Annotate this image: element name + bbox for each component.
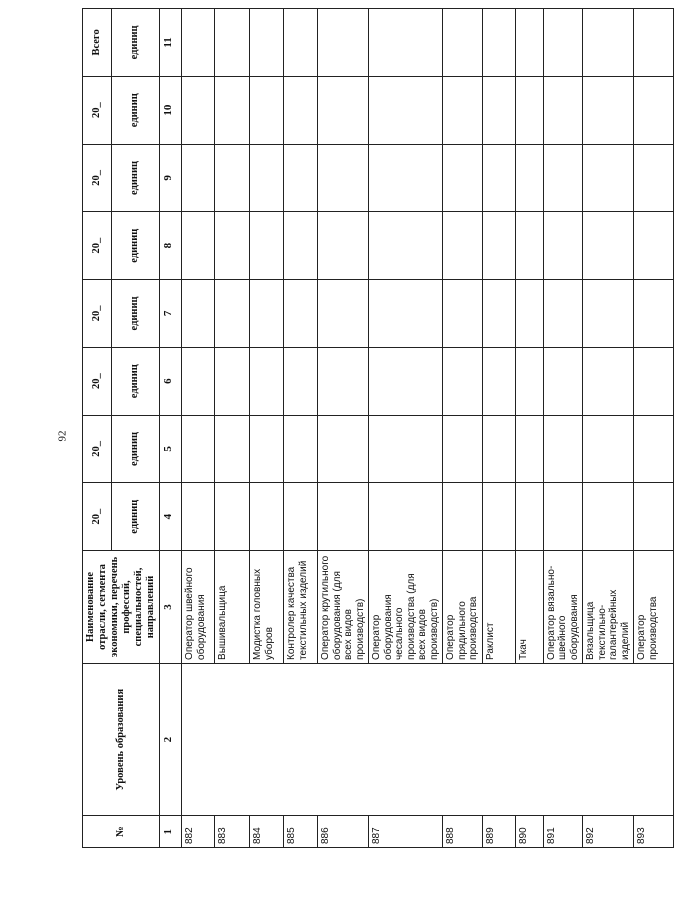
profession-name: Оператор крутильного оборудования (для всех видов производств) bbox=[318, 551, 369, 664]
profession-name: Оператор швейного оборудования bbox=[182, 551, 215, 664]
value-cell bbox=[250, 280, 284, 348]
value-cell bbox=[182, 280, 215, 348]
value-cell bbox=[443, 280, 483, 348]
value-cell bbox=[250, 144, 284, 212]
value-cell bbox=[369, 212, 443, 280]
column-number: 5 bbox=[160, 415, 182, 483]
table-row bbox=[182, 9, 215, 848]
row-number: 892 bbox=[583, 816, 634, 848]
profession-name: Вязальщица текстильно-галантерейных изделий bbox=[583, 551, 634, 664]
value-cell bbox=[182, 144, 215, 212]
value-cell bbox=[583, 483, 634, 551]
header-unit: единиц bbox=[111, 76, 160, 144]
value-cell bbox=[284, 415, 318, 483]
header-year: 20_ bbox=[83, 76, 112, 144]
value-cell bbox=[182, 76, 215, 144]
value-cell bbox=[369, 280, 443, 348]
value-cell bbox=[515, 212, 543, 280]
value-cell bbox=[182, 415, 215, 483]
value-cell bbox=[284, 144, 318, 212]
value-cell bbox=[515, 76, 543, 144]
value-cell bbox=[634, 483, 674, 551]
value-cell bbox=[515, 9, 543, 77]
value-cell bbox=[482, 9, 515, 77]
header-unit: единиц bbox=[111, 347, 160, 415]
header-year: 20_ bbox=[83, 212, 112, 280]
table-stage bbox=[82, 8, 659, 848]
value-cell bbox=[634, 280, 674, 348]
value-cell bbox=[543, 144, 583, 212]
page-number: 92 bbox=[56, 430, 69, 442]
value-cell bbox=[634, 9, 674, 77]
value-cell bbox=[182, 9, 215, 77]
header-unit: единиц bbox=[111, 280, 160, 348]
value-cell bbox=[515, 483, 543, 551]
value-cell bbox=[482, 347, 515, 415]
value-cell bbox=[215, 483, 250, 551]
row-number: 887 bbox=[369, 816, 443, 848]
value-cell bbox=[250, 212, 284, 280]
header-no: № bbox=[83, 816, 160, 848]
value-cell bbox=[215, 144, 250, 212]
value-cell bbox=[443, 347, 483, 415]
value-cell bbox=[215, 280, 250, 348]
value-cell bbox=[318, 347, 369, 415]
header-total: Всего bbox=[83, 9, 112, 77]
value-cell bbox=[284, 483, 318, 551]
value-cell bbox=[215, 9, 250, 77]
profession-name: Оператор прядильного производства bbox=[443, 551, 483, 664]
value-cell bbox=[482, 144, 515, 212]
value-cell bbox=[515, 280, 543, 348]
column-number: 1 bbox=[160, 816, 182, 848]
value-cell bbox=[284, 9, 318, 77]
value-cell bbox=[369, 144, 443, 212]
value-cell bbox=[318, 76, 369, 144]
value-cell bbox=[543, 9, 583, 77]
value-cell bbox=[284, 280, 318, 348]
row-number: 891 bbox=[543, 816, 583, 848]
header-level: Уровень образования bbox=[83, 663, 160, 815]
value-cell bbox=[215, 415, 250, 483]
value-cell bbox=[215, 347, 250, 415]
value-cell bbox=[583, 347, 634, 415]
registry-table bbox=[82, 8, 674, 848]
value-cell bbox=[443, 212, 483, 280]
value-cell bbox=[482, 76, 515, 144]
value-cell bbox=[583, 9, 634, 77]
header-year: 20_ bbox=[83, 483, 112, 551]
row-number: 886 bbox=[318, 816, 369, 848]
value-cell bbox=[443, 415, 483, 483]
row-number: 888 bbox=[443, 816, 483, 848]
profession-name: Модистка головных уборов bbox=[250, 551, 284, 664]
value-cell bbox=[250, 415, 284, 483]
value-cell bbox=[583, 144, 634, 212]
value-cell bbox=[543, 415, 583, 483]
value-cell bbox=[515, 347, 543, 415]
header-year: 20_ bbox=[83, 415, 112, 483]
row-number: 893 bbox=[634, 816, 674, 848]
value-cell bbox=[250, 483, 284, 551]
column-number: 4 bbox=[160, 483, 182, 551]
header-year: 20_ bbox=[83, 280, 112, 348]
value-cell bbox=[634, 76, 674, 144]
value-cell bbox=[318, 280, 369, 348]
value-cell bbox=[543, 212, 583, 280]
value-cell bbox=[318, 483, 369, 551]
value-cell bbox=[543, 483, 583, 551]
profession-name: Контролер качества текстильных изделий bbox=[284, 551, 318, 664]
value-cell bbox=[443, 9, 483, 77]
header-name: Наименование отрасли, сегмента экономики, перечень профессий, специальностей, направлений bbox=[83, 551, 160, 664]
header-unit: единиц bbox=[111, 9, 160, 77]
row-number: 884 bbox=[250, 816, 284, 848]
value-cell bbox=[634, 144, 674, 212]
column-number: 3 bbox=[160, 551, 182, 664]
value-cell bbox=[482, 483, 515, 551]
column-number: 7 bbox=[160, 280, 182, 348]
value-cell bbox=[182, 212, 215, 280]
header-unit: единиц bbox=[111, 212, 160, 280]
column-number: 10 bbox=[160, 76, 182, 144]
value-cell bbox=[583, 212, 634, 280]
row-number: 883 bbox=[215, 816, 250, 848]
value-cell bbox=[318, 415, 369, 483]
value-cell bbox=[369, 76, 443, 144]
header-year: 20_ bbox=[83, 347, 112, 415]
value-cell bbox=[583, 76, 634, 144]
value-cell bbox=[543, 76, 583, 144]
value-cell bbox=[284, 347, 318, 415]
row-number: 882 bbox=[182, 816, 215, 848]
rotated-table-wrapper bbox=[82, 8, 659, 848]
value-cell bbox=[443, 76, 483, 144]
value-cell bbox=[182, 483, 215, 551]
column-number-row bbox=[160, 9, 182, 848]
value-cell bbox=[482, 280, 515, 348]
education-level-cell bbox=[182, 663, 674, 815]
column-number: 2 bbox=[160, 663, 182, 815]
header-unit: единиц bbox=[111, 483, 160, 551]
profession-name: Оператор производства bbox=[634, 551, 674, 664]
value-cell bbox=[182, 347, 215, 415]
column-number: 6 bbox=[160, 347, 182, 415]
value-cell bbox=[634, 347, 674, 415]
value-cell bbox=[583, 415, 634, 483]
value-cell bbox=[369, 415, 443, 483]
value-cell bbox=[284, 76, 318, 144]
value-cell bbox=[215, 76, 250, 144]
header-unit: единиц bbox=[111, 144, 160, 212]
profession-name: Оператор вязально-швейного оборудования bbox=[543, 551, 583, 664]
value-cell bbox=[369, 483, 443, 551]
profession-name: Оператор оборудования чесального производства (для всех видов производств) bbox=[369, 551, 443, 664]
value-cell bbox=[369, 9, 443, 77]
value-cell bbox=[443, 144, 483, 212]
column-number: 8 bbox=[160, 212, 182, 280]
value-cell bbox=[215, 212, 250, 280]
value-cell bbox=[482, 212, 515, 280]
value-cell bbox=[318, 9, 369, 77]
value-cell bbox=[318, 144, 369, 212]
value-cell bbox=[482, 415, 515, 483]
value-cell bbox=[515, 415, 543, 483]
row-number: 890 bbox=[515, 816, 543, 848]
value-cell bbox=[443, 483, 483, 551]
profession-name: Вышивальщица bbox=[215, 551, 250, 664]
row-number: 885 bbox=[284, 816, 318, 848]
value-cell bbox=[318, 212, 369, 280]
value-cell bbox=[250, 9, 284, 77]
header-unit: единиц bbox=[111, 415, 160, 483]
value-cell bbox=[250, 347, 284, 415]
profession-name: Раклист bbox=[482, 551, 515, 664]
value-cell bbox=[634, 212, 674, 280]
value-cell bbox=[250, 76, 284, 144]
value-cell bbox=[543, 347, 583, 415]
value-cell bbox=[543, 280, 583, 348]
value-cell bbox=[583, 280, 634, 348]
header-year: 20_ bbox=[83, 144, 112, 212]
value-cell bbox=[284, 212, 318, 280]
row-number: 889 bbox=[482, 816, 515, 848]
value-cell bbox=[515, 144, 543, 212]
column-number: 11 bbox=[160, 9, 182, 77]
profession-name: Ткач bbox=[515, 551, 543, 664]
value-cell bbox=[369, 347, 443, 415]
value-cell bbox=[634, 415, 674, 483]
column-number: 9 bbox=[160, 144, 182, 212]
